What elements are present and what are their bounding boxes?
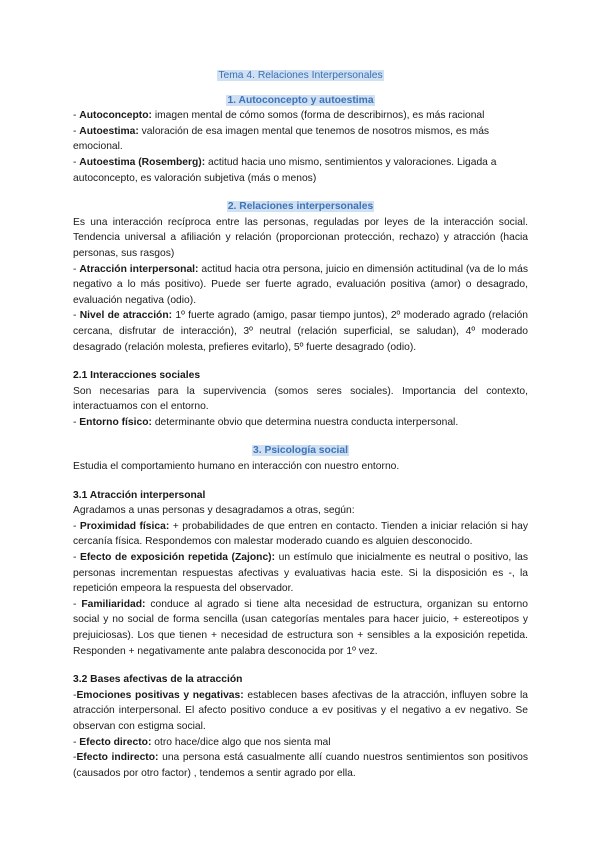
paragraph: Estudia el comportamiento humano en interacción con nuestro entorno. <box>73 461 400 473</box>
paragraph: Son necesarias para la supervivencia (somos seres sociales). Importancia del contexto, interactuamos con el entorno. <box>73 385 528 413</box>
list-item: - Autoestima: valoración de esa imagen mental que tenemos de nosotros mismos, es más emocional. <box>73 125 490 153</box>
document-title-text: Tema 4. Relaciones Interpersonales <box>218 70 383 81</box>
list-item: - Proximidad física: + probabilidades de que entren en contacto. Tienden a iniciar relación si hay cercanía física. Respondemos con malestar moderado cuando es alguien desconocido. <box>73 520 528 548</box>
section-heading: 2. Relaciones interpersonales <box>227 201 374 213</box>
list-item: - Entorno físico: determinante obvio que determina nuestra conducta interpersonal. <box>73 416 459 428</box>
subsection-heading: 3.2 Bases afectivas de la atracción <box>73 674 243 686</box>
list-item: -Emociones positivas y negativas: establecen bases afectivas de la atracción, influyen sobre la atracción interpersonal. El afecto positivo conduce a ev positivas y el negativo a ev negativo. Se observan con estigma social. <box>73 689 529 732</box>
list-item: - Efecto de exposición repetida (Zajonc): un estímulo que inicialmente es neutral o positivo, las personas incrementan respuestas afectivas y evaluativas hacia este. Si la disposición es -, la repetición empeora la respuesta del observador. <box>73 552 528 595</box>
subsection-heading: 3.1 Atracción interpersonal <box>73 489 206 501</box>
list-item: - Autoconcepto: imagen mental de cómo somos (forma de describirnos), es más racional <box>73 110 485 122</box>
document-page <box>73 68 528 781</box>
list-item: - Autoestima (Rosemberg): actitud hacia uno mismo, sentimientos y valoraciones. Ligada a autoconcepto, es valoración subjetiva (más o menos) <box>73 156 497 184</box>
paragraph: Es una interacción recíproca entre las personas, reguladas por leyes de la interacción social. Tendencia universal a afiliación y relación (proporcionan protección, rechazo) y atracción (hacia personas, sus rasgos) <box>73 216 528 259</box>
section-heading: 3. Psicología social <box>253 445 348 457</box>
section-heading: 1. Autoconcepto y autoestima <box>227 94 374 106</box>
document-title <box>73 68 528 84</box>
list-item: - Nivel de atracción: 1º fuerte agrado (amigo, pasar tiempo juntos), 2º moderado agrado (relación cercana, disfrutar de interacción), 3º neutral (relación superficial, se saludan), 4º moderado desagrado (relación molesta, prefieres evitarlo), 5º fuerte desagrado (odio). <box>73 310 529 353</box>
list-item: - Familiaridad: conduce al agrado si tiene alta necesidad de estructura, organizan su entorno social y no social de forma sencilla (usan categorías mentales para hacer juicio, + estereotipos y prejuiciosas). Los que tienen + necesidad de estructura son + sensibles a la exposición repetida. Responden + negativamente ante palabra desconocida por 1º vez. <box>73 598 528 657</box>
subsection-heading: 2.1 Interacciones sociales <box>73 370 201 382</box>
list-item: - Atracción interpersonal: actitud hacia otra persona, juicio en dimensión actitudinal (va de lo más negativo a lo más positivo). Puede ser fuerte agrado, evaluación positiva (amor) o desagrado, evaluación negativa (odio). <box>73 263 529 306</box>
list-item: - Efecto directo: otro hace/dice algo que nos sienta mal <box>73 736 331 748</box>
list-item: -Efecto indirecto: una persona está casualmente allí cuando nuestros sentimientos son positivos (causados por otro factor) , tendemos a sentir agrado por ella. <box>73 752 529 779</box>
paragraph: Agradamos a unas personas y desagradamos a otras, según: <box>73 505 355 517</box>
